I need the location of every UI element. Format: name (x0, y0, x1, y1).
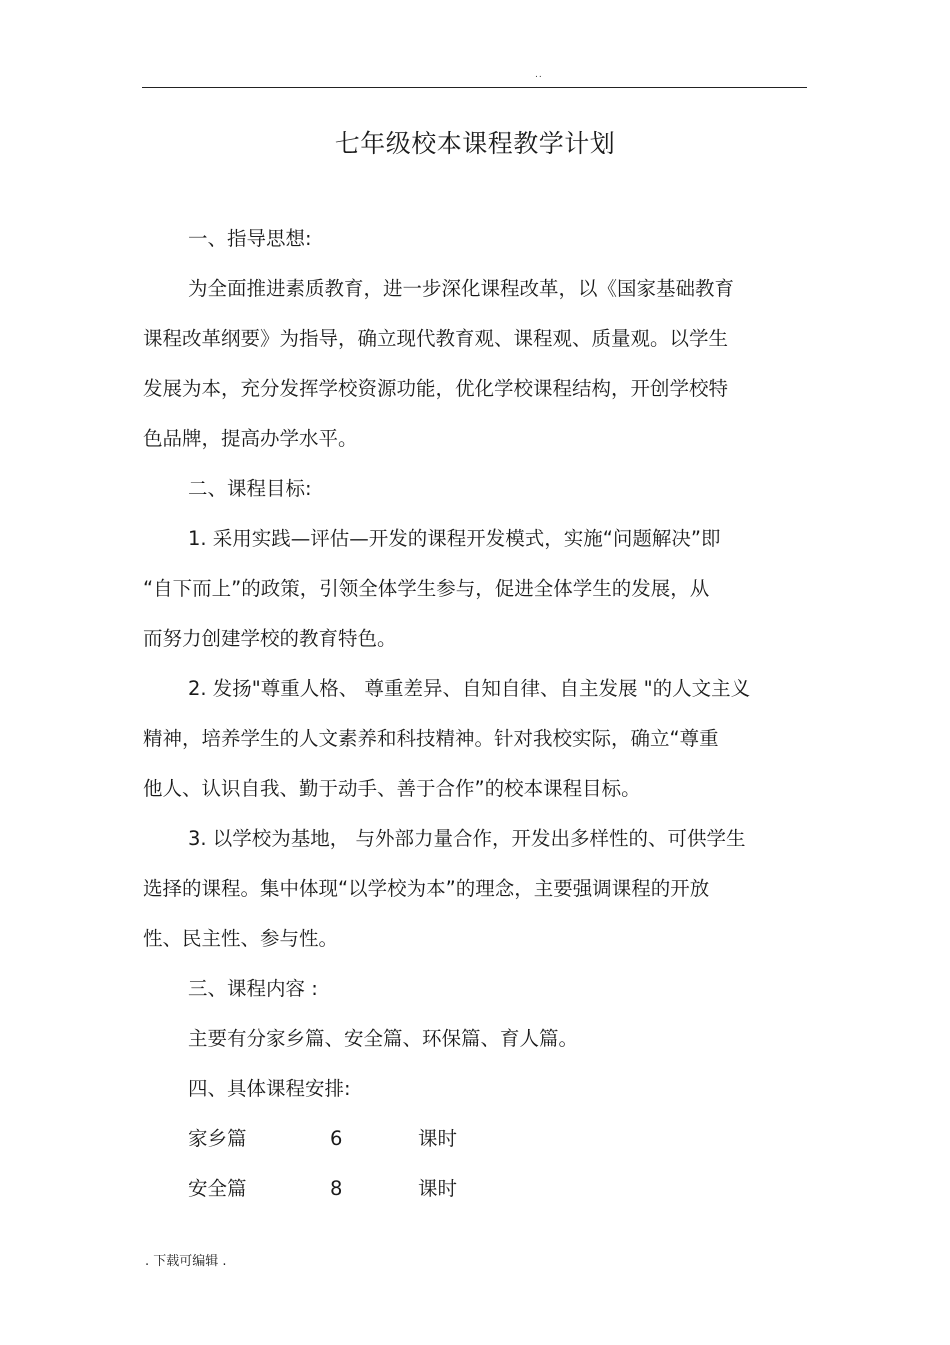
paragraph-line: 他人、认识自我、勤于动手、善于合作”的校本课程目标。 (143, 777, 641, 800)
paragraph-line: 课程改革纲要》为指导，确立现代教育观、课程观、质量观。以学生 (143, 327, 729, 350)
paragraph-line: 主要有分家乡篇、安全篇、环保篇、育人篇。 (188, 1027, 579, 1050)
paragraph-line: “自下而上”的政策，引领全体学生参与，促进全体学生的发展，从 (143, 577, 710, 600)
paragraph-line: 性、民主性、参与性。 (143, 927, 339, 950)
paragraph-line: 而努力创建学校的教育特色。 (143, 627, 397, 650)
schedule-course-name: 家乡篇 (188, 1127, 247, 1150)
schedule-unit: 课时 (418, 1127, 458, 1150)
paragraph-line: 2. 发扬"尊重人格、 尊重差异、自知自律、自主发展 "的人文主义 (188, 677, 751, 700)
schedule-row (143, 1114, 808, 1164)
schedule-row (143, 1164, 808, 1214)
schedule-hours: 6 (330, 1127, 343, 1150)
section-heading-guiding-thought: 一、指导思想: (188, 227, 312, 250)
paragraph-line: 精神，培养学生的人文素养和科技精神。针对我校实际，确立“尊重 (143, 727, 719, 750)
schedule-hours: 8 (330, 1177, 343, 1200)
header-mark: .. (535, 70, 543, 80)
paragraph-line: 1. 采用实践—评估—开发的课程开发模式，实施“问题解决”即 (188, 527, 721, 550)
schedule-unit: 课时 (418, 1177, 458, 1200)
document-body (143, 214, 808, 1214)
paragraph-line: 选择的课程。集中体现“以学校为本”的理念，主要强调课程的开放 (143, 877, 710, 900)
paragraph-line: 发展为本，充分发挥学校资源功能，优化学校课程结构，开创学校特 (143, 377, 729, 400)
header-rule (142, 87, 807, 88)
paragraph-line: 为全面推进素质教育，进一步深化课程改革，以《国家基础教育 (188, 277, 735, 300)
paragraph-line: 3. 以学校为基地， 与外部力量合作，开发出多样性的、可供学生 (188, 827, 746, 850)
document-title: 七年级校本课程教学计划 (334, 129, 616, 158)
section-heading-course-content: 三、课程内容 : (188, 977, 318, 1000)
schedule-course-name: 安全篇 (188, 1177, 247, 1200)
section-heading-schedule: 四、具体课程安排: (188, 1077, 351, 1100)
section-heading-course-goals: 二、课程目标: (188, 477, 312, 500)
footer-note: . 下载可编辑 . (145, 1254, 227, 1269)
paragraph-line: 色品牌，提高办学水平。 (143, 427, 358, 450)
